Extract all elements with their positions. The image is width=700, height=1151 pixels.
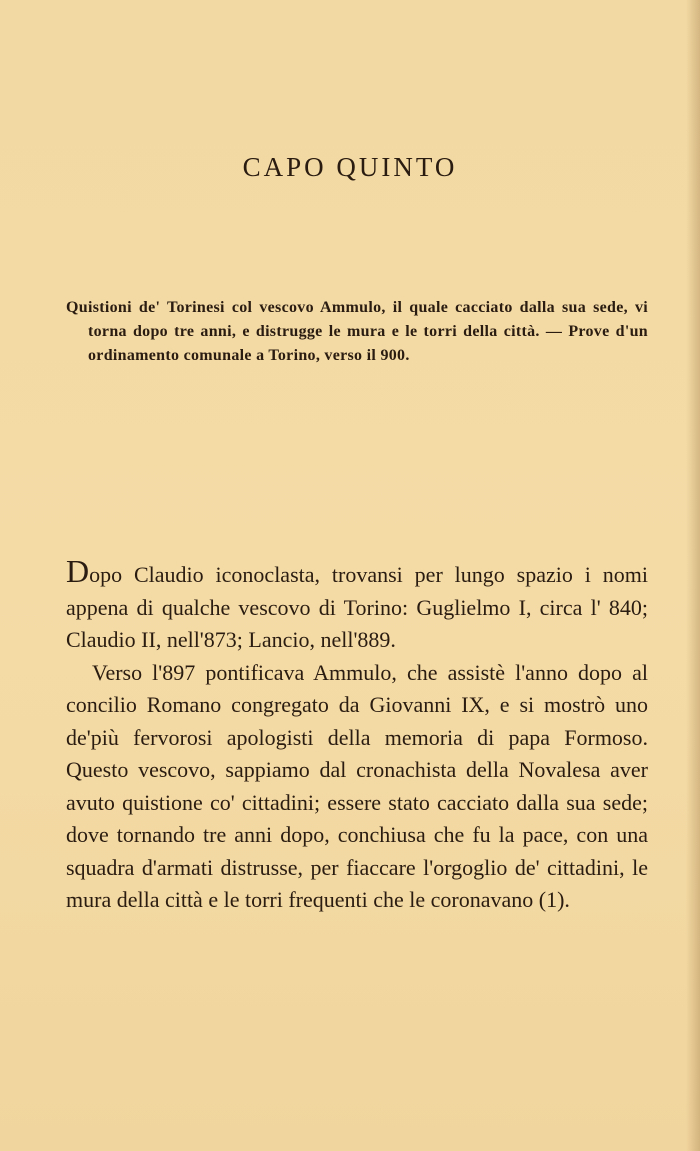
chapter-summary: Quistioni de' Torinesi col vescovo Ammulo, il quale cacciato dalla sua sede, vi torna dopo tre anni, e distrugge le mura e le torri della città. — Prove d'un ordinamento comunale a Torino, verso il 900. bbox=[66, 299, 648, 364]
paragraph-1: Dopo Claudio iconoclasta, trovansi per lungo spazio i nomi appena di qualche vescovo di Torino: Guglielmo I, circa l' 840; Claudio II, nell'873; Lancio, nell'889. bbox=[66, 553, 648, 652]
paragraph-2: Verso l'897 pontificava Ammulo, che assistè l'anno dopo al concilio Romano congregato da Giovanni IX, e si mostrò uno de'più fervorosi apologisti della memoria di papa Formoso. Questo vescovo, sappiamo dal cronachista della Novalesa aver avuto quistione co' cittadini; essere stato cacciato dalla sua sede; dove tornando tre anni dopo, conchiusa che fu la pace, con una squadra d'armati distrusse, per fiaccare l'orgoglio de' cittadini, le mura della città e le torri frequenti che le coronavano (1). bbox=[66, 659, 648, 912]
chapter-title: CAPO QUINTO bbox=[242, 152, 458, 182]
page-edge-shadow bbox=[686, 0, 700, 1151]
body-text bbox=[66, 555, 648, 917]
